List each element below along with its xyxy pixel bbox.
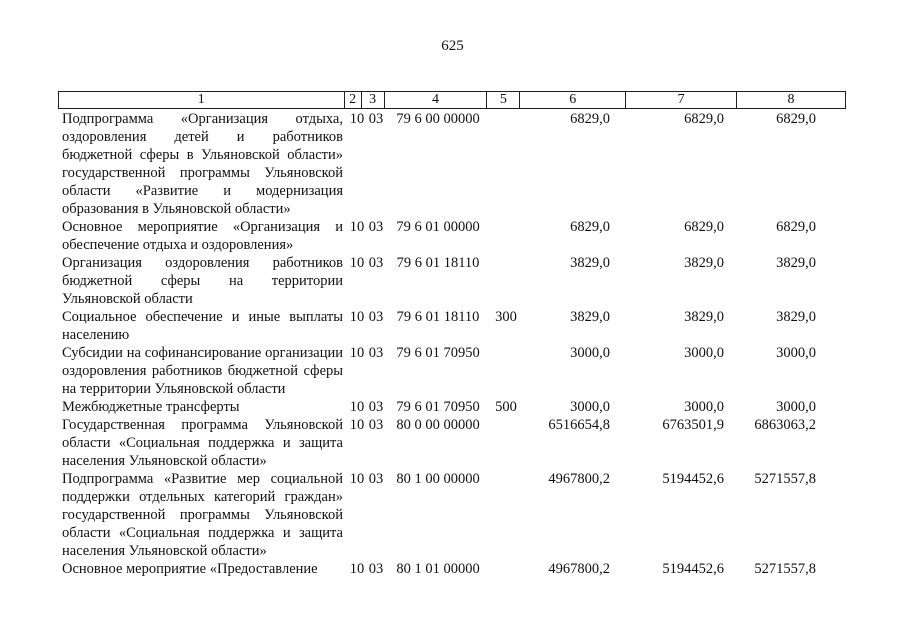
row-target-code: 79 6 01 18110 [396, 255, 480, 271]
row-amount-1: 6829,0 [570, 111, 610, 127]
table-row [58, 110, 846, 218]
header-col-2: 2 [344, 92, 361, 109]
table-row [58, 560, 846, 578]
row-subsection: 03 [368, 471, 384, 487]
row-amount-1: 6829,0 [570, 219, 610, 235]
row-target-code: 80 0 00 00000 [396, 417, 480, 433]
row-name: Подпрограмма «Развитие мер социальной поддержки отдельных категорий граждан» государственной программы Ульяновской области «Социальная поддержка и защита населения Ульяновской области» [62, 471, 343, 559]
row-section: 10 [349, 255, 365, 271]
row-name: Организация оздоровления работников бюджетной сферы на территории Ульяновской области [62, 255, 343, 307]
row-target-code: 80 1 00 00000 [396, 471, 480, 487]
row-name: Межбюджетные трансферты [62, 399, 240, 415]
row-amount-3: 3000,0 [776, 345, 816, 361]
table-row [58, 218, 846, 254]
row-name: Подпрограмма «Организация отдыха, оздоровления детей и работников бюджетной сферы в Ульяновской области» государственной программы Ульяновской области «Развитие и модернизация образования в Ульяновской области» [62, 111, 343, 217]
row-amount-3: 3829,0 [776, 255, 816, 271]
row-target-code: 79 6 01 18110 [396, 309, 480, 325]
row-target-code: 79 6 01 70950 [396, 399, 480, 415]
row-amount-2: 6763501,9 [662, 417, 724, 433]
row-amount-1: 6516654,8 [548, 417, 610, 433]
row-target-code: 79 6 01 00000 [396, 219, 480, 235]
row-target-code: 79 6 00 00000 [396, 111, 480, 127]
table-header [58, 91, 846, 109]
row-section: 10 [349, 399, 365, 415]
row-amount-1: 3000,0 [570, 345, 610, 361]
row-subsection: 03 [368, 561, 384, 577]
row-subsection: 03 [368, 111, 384, 127]
row-amount-2: 6829,0 [684, 111, 724, 127]
row-section: 10 [349, 561, 365, 577]
row-section: 10 [349, 345, 365, 361]
row-expense-type: 300 [495, 309, 517, 325]
page-number: 625 [441, 38, 464, 54]
row-section: 10 [349, 111, 365, 127]
row-amount-3: 5271557,8 [754, 471, 816, 487]
row-amount-2: 5194452,6 [662, 561, 724, 577]
row-amount-1: 3000,0 [570, 399, 610, 415]
row-amount-3: 6829,0 [776, 219, 816, 235]
row-section: 10 [349, 219, 365, 235]
row-subsection: 03 [368, 417, 384, 433]
row-amount-2: 3000,0 [684, 399, 724, 415]
row-section: 10 [349, 417, 365, 433]
table-row [58, 470, 846, 560]
row-amount-3: 3000,0 [776, 399, 816, 415]
table-row [58, 254, 846, 308]
table-row [58, 416, 846, 470]
row-subsection: 03 [368, 399, 384, 415]
row-amount-1: 3829,0 [570, 255, 610, 271]
row-amount-2: 5194452,6 [662, 471, 724, 487]
row-name: Субсидии на софинансирование организации оздоровления работников бюджетной сферы на территории Ульяновской области [62, 345, 343, 397]
row-subsection: 03 [368, 345, 384, 361]
row-expense-type: 500 [495, 399, 517, 415]
row-amount-3: 6863063,2 [754, 417, 816, 433]
header-col-7: 7 [626, 92, 737, 109]
row-amount-1: 3829,0 [570, 309, 610, 325]
header-col-1: 1 [59, 92, 345, 109]
row-subsection: 03 [368, 219, 384, 235]
row-amount-2: 6829,0 [684, 219, 724, 235]
header-col-4: 4 [384, 92, 487, 109]
table-row [58, 308, 846, 344]
row-amount-2: 3829,0 [684, 309, 724, 325]
row-name: Основное мероприятие «Организация и обеспечение отдыха и оздоровления» [62, 219, 343, 253]
row-section: 10 [349, 471, 365, 487]
table-row [58, 344, 846, 398]
row-subsection: 03 [368, 255, 384, 271]
header-col-6: 6 [520, 92, 626, 109]
header-col-5: 5 [487, 92, 520, 109]
row-name: Государственная программа Ульяновской области «Социальная поддержка и защита населения Ульяновской области» [62, 417, 343, 469]
row-name: Основное мероприятие «Предоставление [62, 561, 318, 577]
header-col-3: 3 [361, 92, 384, 109]
row-subsection: 03 [368, 309, 384, 325]
row-amount-3: 6829,0 [776, 111, 816, 127]
row-section: 10 [349, 309, 365, 325]
table-row [58, 398, 846, 416]
row-amount-1: 4967800,2 [548, 561, 610, 577]
row-amount-1: 4967800,2 [548, 471, 610, 487]
row-amount-3: 3829,0 [776, 309, 816, 325]
header-col-8: 8 [737, 92, 846, 109]
table-body [58, 110, 846, 578]
row-target-code: 79 6 01 70950 [396, 345, 480, 361]
row-target-code: 80 1 01 00000 [396, 561, 480, 577]
row-name: Социальное обеспечение и иные выплаты населению [62, 309, 343, 343]
row-amount-2: 3829,0 [684, 255, 724, 271]
row-amount-3: 5271557,8 [754, 561, 816, 577]
row-amount-2: 3000,0 [684, 345, 724, 361]
